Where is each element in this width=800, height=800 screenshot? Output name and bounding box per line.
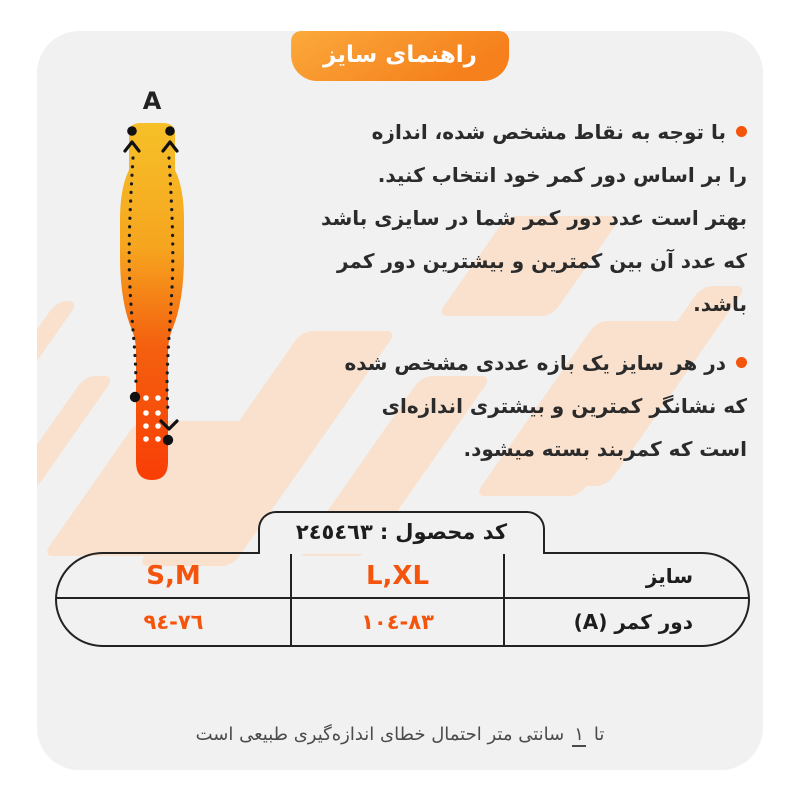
instruction-bullet-2 bbox=[285, 342, 747, 471]
table-header-lxl: L,XL bbox=[290, 554, 503, 599]
footnote-prefix: تا bbox=[593, 724, 605, 745]
footnote-text: سانتی متر احتمال خطای اندازه‌گیری طبیعی است bbox=[195, 724, 565, 745]
footnote-digit: ١ bbox=[574, 724, 584, 745]
table-value-lxl: ٨٣-١٠٤ bbox=[290, 599, 503, 645]
instruction-bullet-1 bbox=[285, 111, 747, 326]
product-code-separator: : bbox=[379, 520, 389, 544]
product-code-value: ٢٤٥٤٦٣ bbox=[295, 520, 373, 544]
belt-illustration bbox=[100, 88, 250, 488]
table-header-size: سایز bbox=[503, 554, 748, 599]
table-value-sm: ٧٦-٩٤ bbox=[143, 610, 204, 634]
watermark-stripe bbox=[37, 301, 79, 396]
bullet-dot-icon bbox=[736, 126, 747, 137]
bullet-1-line-5: باشد. bbox=[693, 292, 747, 316]
bullet-dot-icon bbox=[736, 357, 747, 368]
bullet-1-line-2: را بر اساس دور کمر خود انتخاب کنید. bbox=[377, 163, 747, 187]
measure-dot-bottom-left bbox=[130, 392, 140, 402]
bullet-1-line-1: با توجه به نقاط مشخص شده، اندازه bbox=[371, 120, 726, 144]
table-row-waist-label: دور کمر (A) bbox=[503, 599, 748, 645]
measure-dot-bottom-right bbox=[163, 435, 173, 445]
bullet-2-line-2: که نشانگر کمترین و بیشتری اندازه‌ای bbox=[381, 394, 747, 418]
size-guide-badge: راهنمای سایز bbox=[291, 31, 509, 81]
bullet-1-line-3: بهتر است عدد دور کمر شما در سایزی باشد bbox=[321, 206, 747, 230]
instructions bbox=[285, 111, 747, 471]
bullet-1-line-4: که عدد آن بین کمترین و بیشترین دور کمر bbox=[337, 249, 747, 273]
bullet-2-line-1: در هر سایز یک بازه عددی مشخص شده bbox=[344, 351, 726, 375]
size-guide-card bbox=[37, 31, 763, 770]
size-table bbox=[55, 552, 750, 647]
belt-shape bbox=[120, 123, 184, 480]
product-code-label: کد محصول bbox=[395, 520, 508, 544]
table-header-sm: S,M bbox=[57, 554, 290, 599]
bullet-2-line-3: است که کمربند بسته میشود. bbox=[463, 437, 747, 461]
measure-point-label: A bbox=[142, 87, 162, 115]
measure-dot-top-left bbox=[127, 126, 137, 136]
measure-dot-top-right bbox=[165, 126, 175, 136]
product-code-tab bbox=[258, 511, 545, 554]
measurement-tolerance-note bbox=[37, 720, 763, 750]
